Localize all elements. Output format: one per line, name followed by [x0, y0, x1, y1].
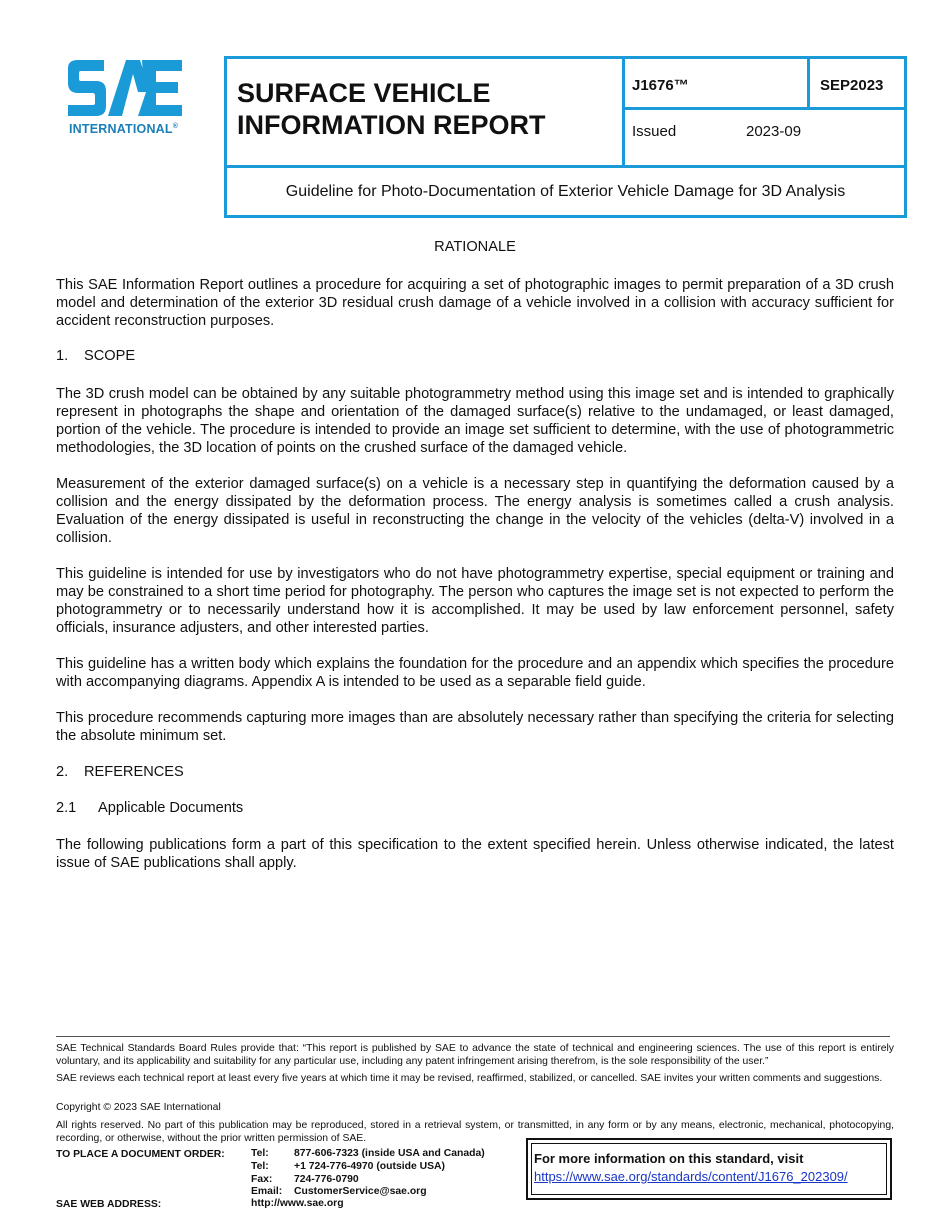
rationale-paragraph: This SAE Information Report outlines a procedure for acquiring a set of photographic images to permit preparation of a 3D crush model and determination of the exterior 3D residual crush damage of a vehicle involved in a collision with accuracy sufficient for accident reconstruction purposes.	[56, 277, 894, 329]
scope-paragraph: This procedure recommends capturing more images than are absolutely necessary rather than specifying the criteria for selecting the absolute minimum set.	[56, 710, 894, 744]
document-date: SEP2023	[820, 77, 884, 94]
logo-subtitle: INTERNATIONAL®	[69, 122, 179, 136]
document-number: J1676™	[632, 77, 689, 94]
scope-paragraph: Measurement of the exterior damaged surface(s) on a vehicle is a necessary step in quantifying the deformation caused by a collision and the energy dissipated by the deformation process. The energy analysis is sometimes called a crush analysis. Evaluation of the energy dissipated is useful in reconstructing the change in the velocity of the vehicles (delta-V) involved in a collision.	[56, 476, 894, 546]
document-type: SURFACE VEHICLE INFORMATION REPORT	[237, 78, 546, 140]
header-box	[224, 56, 907, 218]
applicable-documents-paragraph: The following publications form a part of this specification to the extent specified herein. Unless otherwise indicated, the latest issue of SAE publications shall apply.	[56, 837, 894, 871]
contact-row[interactable]: Email: CustomerService@sae.org	[251, 1186, 427, 1197]
footer-divider	[56, 1036, 890, 1037]
order-label: TO PLACE A DOCUMENT ORDER:	[56, 1149, 225, 1160]
scope-paragraph: The 3D crush model can be obtained by any suitable photogrammetry method using this image set and is intended to graphically represent in photographs the shape and orientation of the damaged surface(s) relative to the undamaged, or least damaged, portion of the vehicle. The procedure is intended to provide an image set sufficient to determine, with the use of photogrammetric methodologies, the 3D location of points on the crushed surface of the damaged vehicle.	[56, 386, 894, 456]
footer-copyright: Copyright © 2023 SAE International	[56, 1102, 221, 1113]
contact-row: Fax: 724-776-0790	[251, 1174, 359, 1185]
standard-url-link[interactable]: https://www.sae.org/standards/content/J1676_202309/	[534, 1169, 848, 1184]
scope-paragraph: This guideline has a written body which explains the foundation for the procedure and an appendix which specifies the procedure with accompanying diagrams. Appendix A is intended to be used as a separable field guide.	[56, 656, 894, 690]
issued-label: Issued	[632, 123, 677, 140]
sae-logo-mark	[66, 60, 184, 116]
rationale-heading: RATIONALE	[434, 239, 516, 255]
scope-paragraph: This guideline is intended for use by investigators who do not have photogrammetry expertise, special equipment or training and may be constrained to a short time period for photography. The person who captures the image set is not expected to perform the photogrammetry or to necessarily understand how it is accomplished. It may be used by law enforcement personnel, safety officials, insurance adjusters, and other interested parties.	[56, 566, 894, 636]
issued-value: 2023-09	[746, 123, 802, 140]
document-title: Guideline for Photo-Documentation of Exterior Vehicle Damage for 3D Analysis	[285, 183, 846, 200]
contact-row: Tel: +1 724-776-4970 (outside USA)	[251, 1161, 446, 1172]
contact-row: Tel: 877-606-7323 (inside USA and Canada)	[251, 1148, 485, 1159]
sae-logo	[66, 60, 191, 138]
footer-review-note: SAE reviews each technical report at least every five years at which time it may be revised, reaffirmed, stabilized, or cancelled. SAE invites your written comments and suggestions.	[56, 1073, 883, 1084]
section-references-heading: 2. REFERENCES	[56, 764, 184, 780]
section-scope-heading: 1. SCOPE	[56, 348, 136, 364]
web-address-link[interactable]: http://www.sae.org	[251, 1198, 344, 1209]
footer-rules-note: SAE Technical Standards Board Rules provide that: “This report is published by SAE to advance the state of technical and engineering sciences. The use of this report is entirely voluntary, and its applicability and suitability for any particular use, including any patent infringement arising therefrom, is the sole responsibility of the user.”	[56, 1043, 894, 1067]
more-info-box	[526, 1138, 892, 1200]
footer-rights: All rights reserved. No part of this publication may be reproduced, stored in a retrieval system, or transmitted, in any form or by any means, electronic, mechanical, photocopying, recording, or otherwise, without the prior written permission of SAE.	[56, 1120, 894, 1144]
subsection-applicable-documents-heading: 2.1 Applicable Documents	[56, 800, 244, 816]
more-info-heading: For more information on this standard, visit	[534, 1151, 804, 1166]
web-address-label: SAE WEB ADDRESS:	[56, 1199, 162, 1210]
